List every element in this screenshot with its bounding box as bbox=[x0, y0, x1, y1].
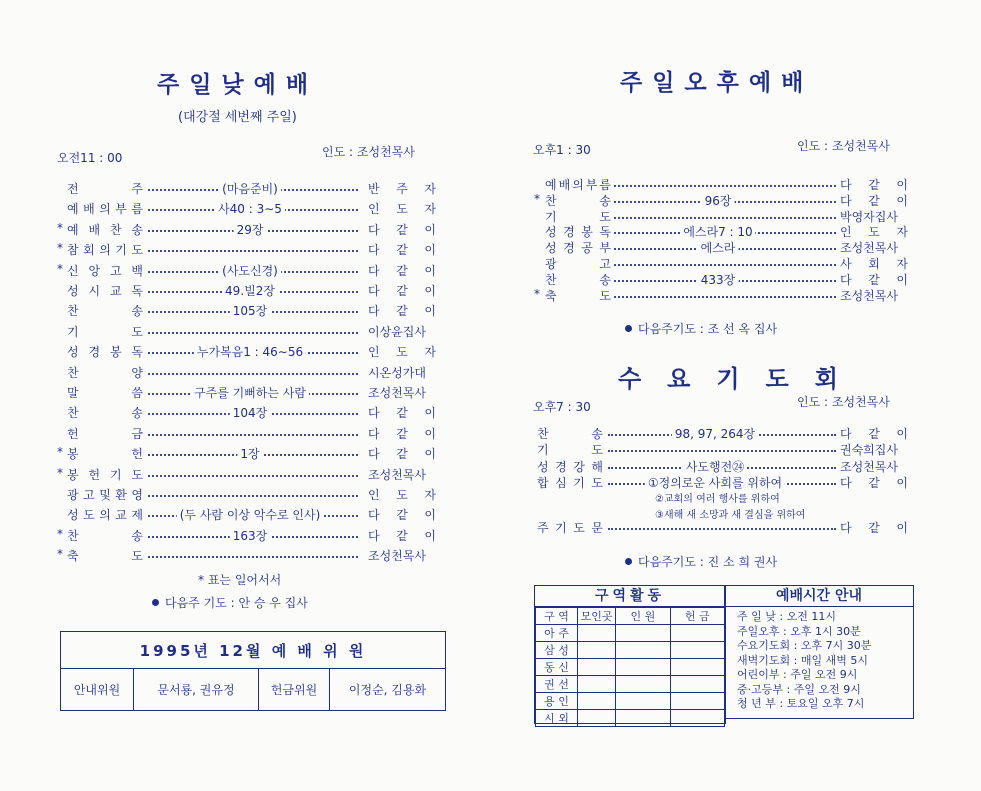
prayer-topic-3: ③새해 새 소망과 새 결심을 위하여 bbox=[655, 510, 806, 521]
closing-item-person: 다 같 이 bbox=[840, 521, 908, 535]
afternoon-item-person: 다 같 이 bbox=[840, 193, 908, 208]
service-item-person: 다 같 이 bbox=[368, 263, 436, 278]
service-item-detail: (마음준비) bbox=[219, 180, 281, 197]
schedule-lines bbox=[725, 607, 913, 712]
afternoon-item-person: 다 같 이 bbox=[840, 272, 908, 287]
district-row bbox=[536, 625, 725, 642]
district-row bbox=[536, 642, 725, 659]
afternoon-item-label: 성 경 봉 독 bbox=[545, 225, 611, 240]
service-item-detail: 사40 : 3∼5 bbox=[215, 200, 285, 217]
closing-item-row bbox=[0, 519, 981, 539]
service-item-person: 조성천목사 bbox=[368, 467, 426, 482]
right-leader: 인도 : 조성천목사 bbox=[797, 139, 890, 153]
service-item-label: 성 경 봉 독 bbox=[67, 345, 143, 360]
dotted-leader bbox=[614, 264, 836, 266]
schedule-line: 주 일 낮 : 오전 11시 bbox=[737, 610, 836, 623]
wednesday-item-label: 기 도 bbox=[537, 443, 603, 458]
wednesday-item-person: 다 같 이 bbox=[840, 475, 908, 490]
afternoon-item-label: 축 도 bbox=[545, 288, 611, 303]
service-item-label: 성 도 의 교 제 bbox=[67, 508, 143, 523]
service-item-person: 다 같 이 bbox=[368, 243, 436, 258]
district-empty-cell bbox=[616, 710, 670, 727]
standing-marker: * bbox=[57, 526, 63, 541]
schedule-line: 중·고등부 : 주일 오전 9시 bbox=[737, 682, 861, 696]
wednesday-item-row bbox=[0, 474, 981, 494]
district-name-cell: 동 신 bbox=[536, 659, 578, 676]
standing-note: * 표는 일어서서 bbox=[198, 573, 282, 587]
dotted-leader bbox=[608, 450, 836, 452]
schedule-line: 주일오후 : 오후 1시 30분 bbox=[737, 624, 861, 638]
service-item-person: 반 주 자 bbox=[368, 182, 436, 196]
wednesday-item-label: 찬 송 bbox=[537, 427, 603, 441]
afternoon-item-person: 조성천목사 bbox=[840, 241, 898, 256]
afternoon-item-person: 조성천목사 bbox=[840, 288, 898, 303]
wednesday-leader: 인도 : 조성천목사 bbox=[797, 395, 890, 409]
district-empty-cell bbox=[616, 659, 670, 676]
left-title: 주일낮예배 bbox=[157, 72, 319, 98]
service-item-label: 전 주 bbox=[67, 182, 143, 196]
service-item-person: 다 같 이 bbox=[368, 304, 436, 319]
service-item-label: 광 고 및 환 영 bbox=[67, 488, 143, 502]
service-item-detail: 29장 bbox=[234, 221, 267, 238]
district-header-cell: 모인곳 bbox=[578, 608, 616, 625]
service-item-detail: (사도신경) bbox=[219, 262, 281, 279]
service-item-person: 다 같 이 bbox=[368, 222, 436, 237]
service-item-label: 예 배 의 부 름 bbox=[67, 202, 143, 217]
afternoon-item-person: 다 같 이 bbox=[840, 178, 908, 192]
service-item-label: 찬 양 bbox=[67, 365, 143, 380]
wednesday-item-label: 합 심 기 도 bbox=[537, 475, 603, 490]
afternoon-item-label: 찬 송 bbox=[545, 193, 611, 208]
standing-marker: * bbox=[534, 286, 540, 301]
schedule-box bbox=[724, 585, 914, 719]
service-item-person: 조성천목사 bbox=[368, 549, 426, 564]
district-header-cell: 인 원 bbox=[616, 608, 670, 625]
afternoon-item-row bbox=[0, 287, 981, 307]
district-empty-cell bbox=[670, 659, 724, 676]
bullet-icon bbox=[625, 325, 632, 332]
service-item-label: 헌 금 bbox=[67, 426, 143, 441]
afternoon-item-detail: 에스라7 : 10 bbox=[680, 223, 755, 240]
wednesday-next-prayer-text: 다음주기도 : 진 소 희 권사 bbox=[638, 555, 778, 569]
afternoon-item-label: 예 배 의 부 름 bbox=[545, 178, 611, 192]
schedule-title: 예배시간 안내 bbox=[725, 586, 913, 607]
afternoon-item-detail: 433장 bbox=[698, 271, 739, 288]
service-item-detail: 104장 bbox=[230, 404, 271, 421]
right-next-prayer bbox=[625, 320, 777, 337]
service-item-label: 봉 헌 bbox=[67, 447, 143, 462]
dotted-leader bbox=[608, 528, 836, 530]
service-item-detail: 1장 bbox=[237, 445, 262, 462]
wednesday-item-label: 성 경 강 해 bbox=[537, 459, 603, 474]
service-item-label: 봉 헌 기 도 bbox=[67, 467, 143, 482]
district-row bbox=[536, 693, 725, 710]
committee-box bbox=[60, 631, 446, 711]
dotted-leader bbox=[614, 217, 836, 219]
standing-marker: * bbox=[57, 465, 63, 480]
dotted-leader bbox=[148, 373, 358, 375]
service-item-label: 찬 송 bbox=[67, 304, 143, 319]
service-item-detail: 105장 bbox=[230, 302, 271, 319]
district-empty-cell bbox=[578, 659, 616, 676]
district-empty-cell bbox=[578, 693, 616, 710]
right-next-prayer-text: 다음주기도 : 조 선 옥 집사 bbox=[638, 322, 778, 336]
district-table bbox=[535, 607, 725, 727]
district-name-cell: 아 주 bbox=[536, 625, 578, 642]
schedule-line: 수요기도회 : 오후 7시 30분 bbox=[737, 639, 872, 652]
service-item-person: 다 같 이 bbox=[368, 447, 436, 462]
right-title: 주일오후예배 bbox=[620, 70, 814, 96]
closing-item-label: 주 기 도 문 bbox=[537, 521, 603, 535]
afternoon-item-label: 광 고 bbox=[545, 257, 611, 271]
district-empty-cell bbox=[578, 710, 616, 727]
afternoon-item-detail: 96장 bbox=[702, 192, 735, 209]
service-item-label: 찬 송 bbox=[67, 528, 143, 543]
service-item-row bbox=[0, 323, 981, 343]
district-name-cell: 시 외 bbox=[536, 710, 578, 727]
left-next-prayer-text: 다음주 기도 : 안 승 우 집사 bbox=[165, 596, 308, 610]
wednesday-title: 수요기도회 bbox=[618, 365, 864, 393]
service-item-label: 말 씀 bbox=[67, 386, 143, 400]
dotted-leader bbox=[148, 332, 358, 334]
afternoon-item-label: 찬 송 bbox=[545, 272, 611, 287]
service-item-person: 다 같 이 bbox=[368, 508, 436, 523]
district-empty-cell bbox=[616, 625, 670, 642]
district-empty-cell bbox=[616, 676, 670, 693]
service-item-label: 예 배 찬 송 bbox=[67, 222, 143, 237]
committee-title: 1995년 12월 예 배 위 원 bbox=[61, 632, 445, 669]
district-name-cell: 권 선 bbox=[536, 676, 578, 693]
bullet-icon bbox=[625, 558, 632, 565]
district-row bbox=[536, 710, 725, 727]
service-item-label: 찬 송 bbox=[67, 406, 143, 421]
service-item-detail: (두 사람 이상 악수로 인사) bbox=[177, 506, 324, 523]
right-time: 오후1 : 30 bbox=[533, 143, 591, 157]
wednesday-item-detail: 98, 97, 264장 bbox=[672, 425, 758, 442]
service-item-person: 인 도 자 bbox=[368, 202, 436, 217]
schedule-line: 어린이부 : 주일 오전 9시 bbox=[737, 668, 858, 681]
offering-label: 헌금위원 bbox=[259, 669, 330, 710]
district-row bbox=[536, 676, 725, 693]
service-item-detail: 구주를 기뻐하는 사람 bbox=[191, 384, 309, 401]
district-empty-cell bbox=[578, 642, 616, 659]
schedule-line: 새벽기도회 : 매일 새벽 5시 bbox=[737, 653, 868, 667]
offering-names: 이정순, 김용화 bbox=[348, 683, 427, 697]
wednesday-item-person: 조성천목사 bbox=[840, 459, 898, 474]
standing-marker: * bbox=[57, 445, 63, 460]
afternoon-item-person: 박영자집사 bbox=[840, 209, 898, 224]
service-item-person: 이상윤집사 bbox=[368, 324, 426, 339]
usher-names: 문서룡, 권유정 bbox=[134, 669, 259, 710]
district-activity-box bbox=[534, 585, 726, 724]
district-empty-cell bbox=[670, 642, 724, 659]
dotted-leader bbox=[614, 296, 836, 298]
service-item-label: 신 앙 고 백 bbox=[67, 263, 143, 278]
service-item-label: 성 시 교 독 bbox=[67, 284, 143, 298]
afternoon-item-person: 사 회 자 bbox=[840, 257, 908, 271]
service-item-label: 참 회 의 기 도 bbox=[67, 243, 143, 258]
afternoon-item-label: 성 경 공 부 bbox=[545, 241, 611, 256]
service-item-person: 다 같 이 bbox=[368, 426, 436, 441]
service-item-person: 조성천목사 bbox=[368, 386, 426, 400]
wednesday-item-detail: ①정의로운 사회를 위하여 bbox=[645, 474, 785, 491]
service-item-detail: 49.빌2장 bbox=[222, 282, 278, 299]
district-empty-cell bbox=[670, 625, 724, 642]
district-empty-cell bbox=[616, 642, 670, 659]
wednesday-item-detail: 사도행전㉔ bbox=[683, 458, 747, 475]
district-row bbox=[536, 659, 725, 676]
district-empty-cell bbox=[578, 625, 616, 642]
district-empty-cell bbox=[670, 676, 724, 693]
usher-label: 안내위원 bbox=[61, 669, 134, 710]
service-item-row bbox=[0, 547, 981, 567]
afternoon-item-detail: 에스라 bbox=[698, 239, 739, 256]
district-name-cell: 용 인 bbox=[536, 693, 578, 710]
district-empty-cell bbox=[578, 676, 616, 693]
left-next-prayer bbox=[152, 594, 308, 611]
wednesday-next-prayer bbox=[625, 553, 777, 570]
service-item-person: 다 같 이 bbox=[368, 284, 436, 298]
bullet-icon bbox=[152, 599, 159, 606]
standing-marker: * bbox=[57, 261, 63, 276]
service-item-person: 인 도 자 bbox=[368, 488, 436, 502]
district-empty-cell bbox=[616, 693, 670, 710]
standing-marker: * bbox=[57, 547, 63, 562]
afternoon-item-person: 인 도 자 bbox=[840, 225, 908, 240]
dotted-leader bbox=[614, 185, 836, 187]
schedule-line: 청 년 부 : 토요일 오후 7시 bbox=[737, 697, 865, 710]
left-leader: 인도 : 조성천목사 bbox=[322, 145, 415, 159]
afternoon-item-label: 기 도 bbox=[545, 209, 611, 224]
standing-marker: * bbox=[534, 191, 540, 206]
left-subtitle: (대강절 세번째 주일) bbox=[178, 110, 297, 125]
district-header-cell: 헌 금 bbox=[670, 608, 724, 625]
service-item-person: 인 도 자 bbox=[368, 345, 436, 360]
dotted-leader bbox=[148, 495, 358, 497]
service-item-label: 축 도 bbox=[67, 549, 143, 564]
service-item-detail: 163장 bbox=[230, 527, 271, 544]
wednesday-item-person: 다 같 이 bbox=[840, 427, 908, 441]
wednesday-time: 오후7 : 30 bbox=[533, 400, 591, 414]
wednesday-item-person: 권숙희집사 bbox=[840, 443, 898, 458]
district-empty-cell bbox=[670, 693, 724, 710]
dotted-leader bbox=[148, 556, 358, 558]
standing-marker: * bbox=[57, 220, 63, 235]
left-time: 오전11 : 00 bbox=[57, 151, 123, 165]
district-empty-cell bbox=[670, 710, 724, 727]
service-item-person: 다 같 이 bbox=[368, 406, 436, 421]
prayer-topic-2: ②교회의 여러 행사를 위하여 bbox=[655, 494, 780, 505]
service-item-label: 기 도 bbox=[67, 324, 143, 339]
district-name-cell: 삼 성 bbox=[536, 642, 578, 659]
service-item-person: 다 같 이 bbox=[368, 528, 436, 543]
service-item-person: 시온성가대 bbox=[368, 365, 426, 380]
standing-marker: * bbox=[57, 241, 63, 256]
service-item-detail: 누가복음1 : 46∼56 bbox=[194, 343, 306, 360]
district-header-cell: 구 역 bbox=[536, 608, 578, 625]
district-title: 구역활동 bbox=[535, 586, 725, 607]
